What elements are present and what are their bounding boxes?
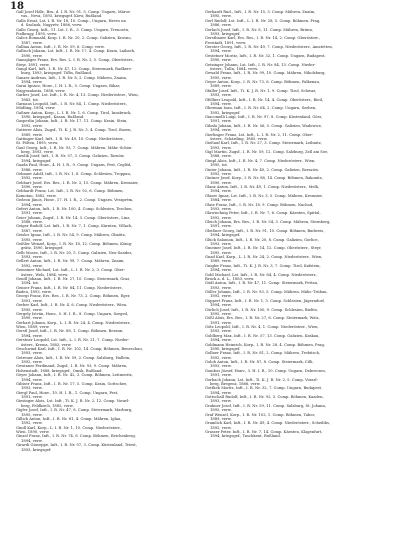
list-item: Gallo Georg, Inft., 11. Lst. I. R., 3. Comp. Ungarn, Trencsén, <box>16 27 130 32</box>
list-item: grätz, 1890, kriegsgef. <box>21 246 64 251</box>
list-item: Giergl Paul, Honv., 10. H. I. R., 1. Comp. Ungarn, Pest, <box>16 390 119 395</box>
left-column <box>16 10 196 548</box>
list-item: 1892, verw. <box>210 215 232 220</box>
list-item: 1892, verw. <box>210 425 232 430</box>
list-item: Garai Ignácz, Honv., I. H. I. R., 5. Comp. Ungarn, Bihar, <box>16 84 121 89</box>
list-item: Gollner Franz, Inft., I. R. Nr. 81, 2. Comp. Mähren, Trebitsch, <box>205 351 321 356</box>
list-item: Podhragy, 1895, verw. <box>16 31 58 36</box>
list-item: 1895, verw. <box>21 237 43 242</box>
list-item: 1894, verw. <box>210 189 232 194</box>
list-item: Gerber Karl, Inft., I. R. Nr. 4, 6. Comp. Niederösterr., Wien, <box>16 303 128 308</box>
list-item: Gerstbauer Karl, Ers. Res., I. R. Nr. 14, 2. Comp. Oberösterr., <box>205 36 321 41</box>
list-item: Gerl Rudolf, Lst. Inft., L. I. R. Nr. 28, 5. Comp. Böhmen, Prag, <box>205 18 321 23</box>
list-item: Genser Franz, Inft., I. R. Nr. 84, 11. Comp. Niederösterr., <box>16 285 124 290</box>
list-item: burg, 1893, kriegsgef. Tiflis, Rußland. <box>21 71 93 76</box>
list-item: 1895, verw. <box>210 14 232 19</box>
list-item: 1894, kriegsgef. <box>210 233 241 238</box>
list-item: 1893, verw. <box>21 255 43 259</box>
list-item: Görlich Josef, Inft., I. R. Nr. 100, 9. Comp. Schlesien, Bielitz, <box>205 307 318 312</box>
list-item: 1895, verw. <box>210 75 232 80</box>
list-item: Gallina Anton, Inft., I. R. Nr. 59, 6. Comp. verw. <box>16 45 105 49</box>
list-item: Galicz Romuald, Korp. I. R. Nr. 20, 2. Comp. Galizien, Krosno, <box>16 36 132 41</box>
list-item: Glawischnig Peter, Inft., I. R. Nr. 7, 6. Comp. Kärnten, Spittal, <box>205 211 321 216</box>
list-item: Gößl Alois, Ers. Res., I. R. Nr. 27, 6. Comp. Steiermark, Weiz, <box>205 316 320 321</box>
list-item: 1893, verw. <box>210 285 232 290</box>
list-item: Gleich Johann, Ers. Res., I. R. Nr. 54, 3. Comp. Mähren, Sternberg, <box>205 220 331 224</box>
list-item: Goldmann Heinrich, Korp., I. R. Nr. 28, 4. Comp. Böhmen, Prag, <box>205 342 326 347</box>
list-item: 1891, verw. <box>21 395 43 399</box>
list-item: Geyer Johann, Inft., I. R. Nr. 42, 3. Comp. Böhmen, Leitmeritz, <box>16 373 133 378</box>
list-item: Gebauer Adolf, Inft., I. R. Nr. 1, 8. Comp. Schlesien, Troppau, <box>16 171 132 176</box>
list-item: Baden, 1893, verw. <box>16 290 52 294</box>
list-item: Ginzel Franz, Inft., I. R. Nr. 74, 6. Comp. Böhmen, Reichenberg, <box>16 434 136 439</box>
list-item: Gebhart Josef, Ers. Res., I. R. Nr. 3, 15. Comp. Mähren, Kremsier, <box>16 180 139 185</box>
list-item: Gazda Paul, Honv., 4. H. I. R., 9. Comp. Ungarn, Pest, Cegléd, <box>16 163 132 168</box>
list-item: Gföllner Leopold, Inft., I. R. Nr. 14, 4. Comp. Oberösterr., Ried, <box>205 97 324 102</box>
list-item: Galla Ernst, Lst. I. R. Nr. 18, 10. Comp., Ungarn, Heves un <box>16 18 126 23</box>
list-item: 1890, kriegsgef. <box>210 346 241 351</box>
list-item: Wien, 1889, verw. <box>16 325 50 329</box>
list-item: Girardi Giuseppe, Inft., I. R. Nr. 97, 3. Comp. Küstenland, Triest, <box>16 443 137 448</box>
list-item: Glatz Franz, Inft., I. R. Nr. 18, 9. Comp. Böhmen, Nachod, <box>205 202 314 207</box>
list-item: Gawlik Josef, Inft., I. R. Nr. 57, 3. Comp. Galizien, Tarnów, <box>16 154 125 159</box>
list-item: 1893, verw. <box>210 206 232 211</box>
list-item: 1892, verw. <box>21 263 43 268</box>
right-column <box>205 10 389 548</box>
list-item: Gatterer Alois, Zugsf., Ti. K. J. R. Nr. 3, 4. Comp. Tirol, Bozen, <box>16 128 132 133</box>
list-item: 1892, verw. <box>210 294 232 299</box>
list-item: Gallisch Johann, Lst. Inft., I. R. Nr. 17, 4. Comp. Krain, Laibach, <box>16 49 136 54</box>
list-item: Gleißner Georg, Inft., I. R. Nr. 91, 10. Comp. Böhmen, Budweis, <box>205 228 325 233</box>
list-item: Glück Salomon, Inft., I. R. Nr. 20, 8. Comp. Galizien, Gorlice, <box>205 237 319 242</box>
list-item: 1891, verw. <box>21 211 43 216</box>
list-item: 1895, verw. <box>21 307 43 312</box>
list-item: Gellert Anton, Inft., I. R. Nr. 99, 7. Comp. Mähren, Znaim, <box>16 259 125 264</box>
list-item: 1894, verw. <box>21 202 43 207</box>
list-item: berg, Bregenz, 1886, verw. <box>210 381 261 386</box>
list-item: Gintner Josef, Korp., I. R. Nr. 88, 14. Comp. Böhmen, Rakonitz, <box>205 176 323 181</box>
list-item: österr., Wels, 1884, verw. <box>21 272 69 277</box>
list-item: 1890, verw. <box>21 185 43 189</box>
list-item: 1886, verw. <box>21 167 43 172</box>
list-item: 1887, verw. <box>21 228 43 233</box>
list-item: 1895, tot. <box>210 163 229 168</box>
list-item: 1894, kriegsgef. <box>21 158 52 163</box>
list-item: Gerlach Josef, Inft., I. R. Nr. 8, 11. Comp. Mähren, Brünn, <box>205 27 314 32</box>
list-item: Gobl Michael, Lst. Inft., I. R. Nr. 84, 4. Comp. Niederösterr., <box>205 272 318 277</box>
list-item: St. Pölten, 1895, verw. <box>16 141 59 146</box>
list-item: Gödl Anton, Inft., I. R. Nr. 47, 11. Comp. Steiermark, Pettau, <box>205 281 319 286</box>
list-item: 1894, verw. <box>21 438 43 443</box>
list-item: Giacomelli Luigi, Inft., I. R. Nr. 97, 8. Comp. Küstenland, Görz, <box>205 115 323 119</box>
list-item: 1895, verw. <box>210 408 232 413</box>
list-item: Gierlinger Franz, Lst. Inft., L. I. R. Nr. 2, 11. Comp. Ober- <box>205 132 314 137</box>
list-item: Garber Josef, Lst. Inft., I. R. Nr. 4, 13. Comp. Niederösterr., Wien, <box>16 93 139 98</box>
list-item: Hohenstadt, 1888, kriegsgef., Omsk, Rußland. <box>16 368 103 373</box>
list-item: Gaul Georg, Inft., I. R. Nr. 93, 7. Comp. Mähren, Mähr.-Schön- <box>16 145 133 150</box>
list-item: vas., Neva, 1893, kriegsgef. Kiew, Rußland. <box>21 14 103 19</box>
list-item: 1891, verw. <box>210 320 232 325</box>
list-item: Gamsjäger Franz, Ers. Res. L. I. R. Nr. 2, 5. Comp. Oberösterr., <box>16 58 135 63</box>
list-item: Gibala Johann, Inft., I. R. Nr. 56, 5. Comp. Galizien, Wadowice, <box>205 123 323 128</box>
list-item: Golob Anton, Inft., I. R. Nr. 87, 8. Comp. Steiermark, Cilli, <box>205 360 314 364</box>
list-item: 1893, kriegsgef. <box>21 447 52 452</box>
list-item: 1893, verw. <box>21 386 43 391</box>
list-item: 1884, verw. <box>210 198 232 203</box>
list-item: 1891, verw. <box>21 298 43 303</box>
list-item: 1894, tot. <box>21 281 40 286</box>
list-item: Geier Johann, Zugsf., I. R. Nr. 14, 3. Comp. Oberösterr., Linz, <box>16 215 131 220</box>
list-item: Gewald Franz, Inft., I. R. Nr. 99, 10. Comp. Mähren, Nikolsburg, <box>205 71 326 76</box>
list-item: Komotau, 1882, verw. <box>16 193 57 198</box>
list-item: Bruck a. d. L., 1883, verw. <box>205 276 255 281</box>
list-item: Gerstner Leopold, Lst. Inft., L. I. R. Nr. 21, 7. Comp. Nieder- <box>16 338 130 343</box>
list-item: 1894, verw. <box>21 80 43 84</box>
list-item: 1892, verw. <box>21 176 43 181</box>
list-item: Ganzer Andreas, Inft., I. R. Nr. 8, 2. Comp. Mähren, Znaim, <box>16 75 128 80</box>
list-item: österr., Tulln, 1884, verw. <box>210 66 258 71</box>
list-item: Gottschall Rudolf, Inft., I. R. Nr. 92, 3. Comp. Böhmen, Kaaden, <box>205 395 324 399</box>
list-item: 1889, verw. <box>210 84 232 89</box>
list-item: Gibiser Franz, Inft., I. R. Nr. 17, 5. Comp. Krain, Gottschee, <box>16 381 128 386</box>
list-item: Gelb Moses, Inft., I. R. Nr. 20, 5. Comp. Galizien, Neu-Sandez, <box>16 250 133 255</box>
list-item: 1895, verw. <box>210 311 232 316</box>
list-item: Garnaus Leopold, Inft., I. R. Nr. 84, 1. Comp. Niederösterr., <box>16 101 128 106</box>
list-item: Götz Leopold, Inft., I. R. Nr. 4, 1. Comp. Niederösterr., Wien, <box>205 325 319 329</box>
list-item: 1890, verw. <box>210 58 232 63</box>
list-item: Gindl Karl, Korp., L. I. R. Nr. 1, 10. Comp. Niederösterr., <box>16 425 122 430</box>
list-item: Gnad Karl, Korp., L. I. R. Nr. 24, 2. Comp. Niederösterr., Wien, <box>205 255 323 259</box>
list-item: 1893, verw. <box>210 399 232 404</box>
list-item: 1894, verw. <box>210 390 232 395</box>
list-item: Geiger Rudolf, Lst. Inft., I. R. Nr. 7, 1. Comp. Kärnten, Villach, <box>16 224 133 229</box>
list-item: Gimpl Alois, Inft., I. R. Nr. 4, 7. Comp. Niederösterr., Wien, <box>205 158 316 163</box>
list-item: berg, 1893, verw. <box>21 150 54 154</box>
list-item: Gnigler Franz, Inft., Ti. K. J. R. Nr. 3, 7. Comp. Tirol, Kufstein, <box>205 263 321 268</box>
list-item: Gendl Johann, Inft., I. R. Nr. 27, 10. Comp. Steiermark, Graz, <box>16 276 131 281</box>
list-item: Gmeiner Josef, Inft., I. R. Nr. 14, 12. Comp. Oberösterr., Steyr, <box>205 246 322 251</box>
list-item: 1890, verw. <box>21 316 43 321</box>
list-item: 1889, verw. <box>210 259 232 264</box>
list-item: Geißler Wenzel, Korp., I. R. Nr. 18, 12. Comp. Böhmen, König- <box>16 241 133 246</box>
list-item: 1894, verw. <box>210 49 232 54</box>
list-item: d. Szolnok, Nagyrév, 1886, verw. <box>21 23 83 28</box>
list-item: Gergely István, Honv., 5. H. I. R., 8. Comp. Ungarn, Szeged, <box>16 311 129 316</box>
list-item: 1895, verw. <box>21 412 43 417</box>
list-item: berg, Feldkirch, 1885, verw. <box>21 403 74 408</box>
list-item: Gießauf Karl, Inft., I. R. Nr. 27, 3. Comp. Steiermark, Leibnitz, <box>205 141 322 146</box>
list-item: 1890, verw. <box>21 53 43 58</box>
list-item: Gedeon János, Honv., 17. H. I. R., 2. Comp. Ungarn, Veszprém, <box>16 198 134 203</box>
list-item: 1892, verw. <box>21 360 43 364</box>
list-item: 1889, verw. <box>21 132 43 137</box>
list-item: 1894, verw. <box>21 333 43 338</box>
list-item: Goldberg Max, Inft., I. R. Nr. 57, 13. Comp. Galizien, Krakau, <box>205 333 320 338</box>
list-item: Gerhardt Rud., Inft., I. R. Nr. 15, 3. Comp. Mähren, Znaim, <box>205 10 316 14</box>
list-item: Gfaller Josef, Inft., Ti. K. J. R. Nr. 1, 9. Comp. Tirol, Schwaz, <box>205 88 317 93</box>
list-item: Gerstl Josef, Inft., I. R. Nr. 88, 1. Comp. Böhmen, Beraun, <box>16 329 124 334</box>
list-item: 1891, verw. <box>210 224 232 229</box>
list-item: 1893, verw. <box>210 145 232 150</box>
list-item: Nagyszalonta, 1888, verw. <box>16 88 66 93</box>
list-item: 1894, verw. <box>210 338 232 343</box>
list-item: österr., Krems, 1883, verw. <box>21 342 72 347</box>
list-item: 1892, kriegsgef. <box>210 110 241 115</box>
list-item: 1893, verw. <box>210 329 232 334</box>
list-item: österr., Schärding, 1885, verw. <box>210 136 268 141</box>
list-item: Mödling, 1894, verw. <box>16 106 56 111</box>
list-item: 1888, verw. <box>210 154 232 159</box>
list-item: 1893, kriegsgef. <box>210 31 241 36</box>
list-item: Grasser Peter, Inft., I. R. Nr. 7, 14. Comp. Kärnten, Klagenfurt, <box>205 430 323 434</box>
list-item: Georgi Franz, Ers. Res., I. R. Nr. 73, 2. Comp. Böhmen, Eger, <box>16 294 131 299</box>
list-item: Gramlich Karl, Inft., I. R. Nr. 49, 4. Comp. Niederösterr., Scheibbs, <box>205 421 331 426</box>
list-item: 1887, verw. <box>21 40 43 45</box>
page-number: 18 <box>10 1 24 12</box>
list-item: 1894, verw. <box>210 101 232 106</box>
list-item: 1892, verw. <box>210 171 232 176</box>
list-item: 1892, verw. <box>21 123 43 128</box>
list-item: 1894, kriegsgef., Taschkent, Rußland. <box>210 434 281 439</box>
list-item: 1891, verw. <box>210 373 232 378</box>
list-item: Wien, 1890, verw. <box>16 430 50 434</box>
list-item: Ginter Johann, Inft., I. R. Nr. 40, 2. Comp. Galizien, Rzeszów, <box>205 167 319 172</box>
list-item: Gasperlin Johann, Inft., I. R. Nr. 17, 11. Comp. Krain, Stein, <box>16 119 128 124</box>
list-item: 1883, tot. <box>21 97 40 102</box>
list-item: Graf Wenzel, Korp., I. R. Nr. 102, 1. Comp. Böhmen, Tabor, <box>205 412 316 417</box>
list-item: Freistadt, 1891, verw. <box>205 40 247 45</box>
list-item: Geyer Anton, Korp., I. R. Nr. 73, 6. Comp. Böhmen, Falkenau, <box>205 80 321 84</box>
list-item: Gerhart Johann, Korp., L. I. R. Nr. 24, 4. Comp. Niederösterr., <box>16 320 132 325</box>
list-item: Glanz Anton, Inft., I. R. Nr. 49, 1. Comp. Niederösterr., Melk, <box>205 185 320 189</box>
list-item: 1892, verw. <box>21 421 43 426</box>
list-item: Getzinger Johann, Lst. Inft., I. R. Nr. 84, 13. Comp. Nieder- <box>205 62 316 67</box>
list-item: 1894, verw. <box>210 128 232 133</box>
list-item: Gorbach Johann, Lst. Inft., Ti. K. J. R. Nr. 2, 5. Comp. Vorarl- <box>205 377 318 382</box>
list-item: 1890, kriegsgef., Kasan, Rußland. <box>21 115 85 119</box>
list-item: Gall Josef Hdlr., Bru. d. I. R. Nr. 91, 5. Comp. Ungarn, Märos- <box>16 10 131 14</box>
list-item: Göppert Franz, Inft., I. R. Nr. 1, 3. Comp. Schlesien, Jägerndorf, <box>205 298 325 303</box>
list-item: Göller Johann, Inft., I. R. Nr. 93, 5. Comp. Mähren, Mähr.-Trübau, <box>205 290 328 294</box>
list-item: Gattinger Karl, Inft., I. R. Nr. 49, 10. Comp. Niederösterr., <box>16 136 125 141</box>
list-item: 1895, verw. <box>210 250 232 255</box>
list-item: Gottlieb Moritz, Inft., I. R. Nr. 32, 7. Comp. Ungarn, Budapest, <box>205 386 323 391</box>
list-item: Gangl Karl, Inft., I. R. Nr. 47, 12. Comp. Steiermark, Radkers- <box>16 66 132 71</box>
list-item: Gherman Ioan, Inft., I. R. Nr. 64, 2. Comp. Ungarn, Szeben, <box>205 106 317 111</box>
list-item: Gebhardt Franz, Lst. Inft., I. R. Nr. 92, 6. Comp. Böhmen, <box>16 189 124 194</box>
list-item: 1892, verw. <box>210 355 232 360</box>
list-item: Geschwind Karl, Inft., I. R. Nr. 102, 14. Comp. Böhmen, Beneschau, <box>16 346 143 351</box>
list-item: Gewinner Ferdinand, Zugsf., I. R. Nr. 93, 9. Comp. Mähren, <box>16 364 128 369</box>
list-item: Giesinger Alois, Lst. Inft., Ti. K. J. R. Nr. 2, 12. Comp. Vorarl- <box>16 399 130 404</box>
list-item: Gestetner Moritz, Inft., I. R. Nr. 32, 1. Comp. Ungarn, Budapest, <box>205 53 326 58</box>
list-item: Gerster Georg, Inft., I. R. Nr. 49, 7. Comp. Niederösterr., Amstetten, <box>205 45 333 49</box>
list-item: Gigl Martin, Zugsf., I. R. Nr. 59, 12. Comp. Salzburg, Zell am See, <box>205 150 329 154</box>
list-item: 1894, verw. <box>21 377 43 382</box>
list-item: 1890, verw. <box>210 180 232 185</box>
list-item: 1893, verw. <box>210 364 232 369</box>
list-item: 1894, verw. <box>210 268 232 273</box>
list-item: Steyr, 1891, verw. <box>16 62 50 67</box>
list-item: Gombos József, Honv., 3. H. I. R., 10. Comp. Ungarn, Debreczen, <box>205 368 326 373</box>
list-item: Gemeiner Michael, Lst. Inft., L. I. R. Nr. 2, 3. Comp. Ober- <box>16 268 125 273</box>
list-item: 1893, verw. <box>210 93 232 98</box>
list-item: Getreuer Alois, Inft., I. R. Nr. 59, 2. Comp. Salzburg, Hallein, <box>16 355 131 360</box>
list-item: Gaßner Anton, Korp., L. I. R. Nr. 1, 6. Comp. Tirol, Innsbruck, <box>16 110 132 115</box>
list-item: Geisler Ignaz, Inft., I. R. Nr. 54, 9. Comp. Mähren, Olmütz, <box>16 233 126 238</box>
list-item: 1894, verw. <box>210 303 232 308</box>
list-item: 1891, verw. <box>210 119 232 124</box>
list-item: 1893, verw. <box>210 241 232 246</box>
list-item: 1888, verw. <box>21 220 43 224</box>
list-item: 1893, verw. <box>21 351 43 356</box>
list-item: Glaser Ignaz, Lst. Inft., I. R. Nr. 3, 5. Comp. Mähren, Kremsier, <box>205 193 323 198</box>
list-item: 1886, verw. <box>210 23 232 28</box>
list-item: 1889, verw. <box>210 416 232 421</box>
list-item: Gigler Josef, Inft., I. R. Nr. 47, 8. Comp. Steiermark, Marburg, <box>16 408 133 413</box>
list-item: Gillich Anton, Inft., I. R. Nr. 81, 4. Comp. Mähren, Iglau, <box>16 416 122 421</box>
list-item: Grabner Josef, Inft., I. R. Nr. 59, 11. Comp. Salzburg, St. Johann, <box>205 403 327 408</box>
list-item: Gefert Anton, Inft., I. R. Nr. 100, 4. Comp. Schlesien, Teschen, <box>16 206 133 211</box>
